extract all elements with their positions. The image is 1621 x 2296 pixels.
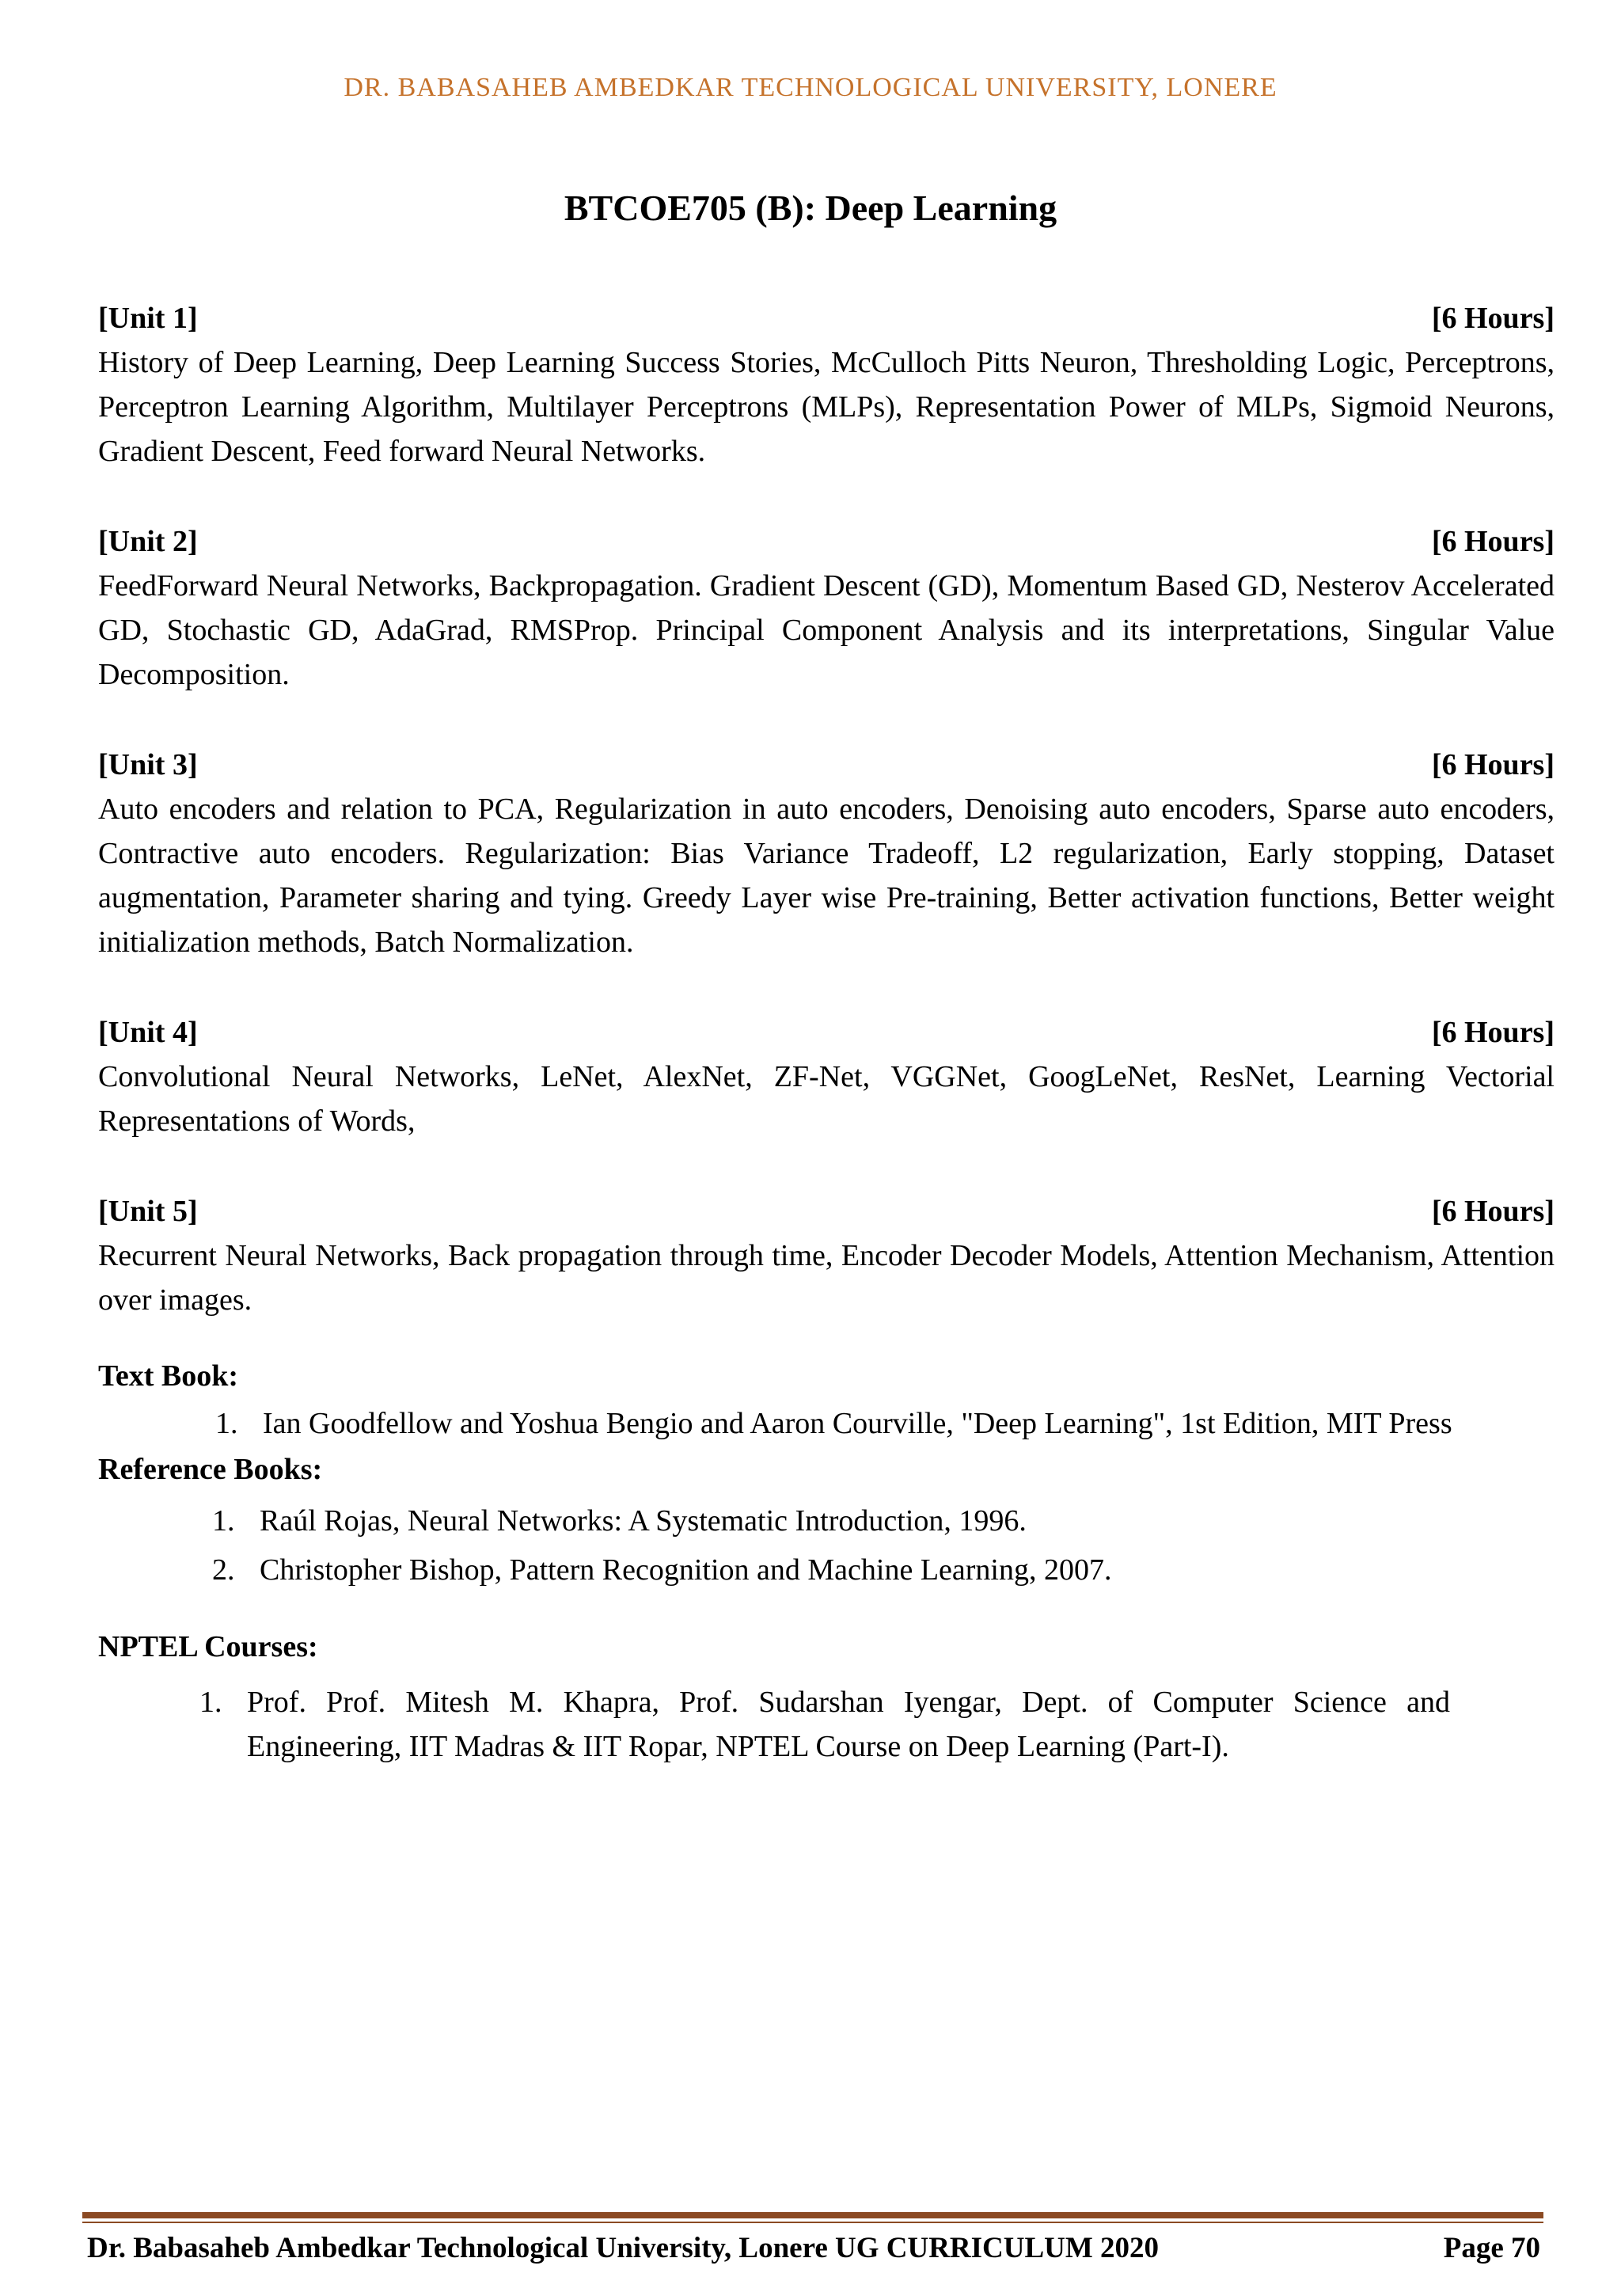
unit-content: History of Deep Learning, Deep Learning Success Stories, McCulloch Pitts Neuron, Thresholding Logic, Perceptrons, Perceptron Learning Algorithm, Multilayer Perceptrons (MLPs), Representation Power of MLPs, Sigmoid Neurons, Gradient Descent, Feed forward Neural Networks. (98, 346, 1555, 468)
unit-content: Auto encoders and relation to PCA, Regularization in auto encoders, Denoising auto encoders, Sparse auto encoders, Contractive auto encoders. Regularization: Bias Variance Tradeoff, L2 regularization, Early stopping, Dataset augmentation, Parameter sharing and tying. Greedy Layer wise Pre-training, Better activation functions, Better weight initialization methods, Batch Normalization. (98, 793, 1555, 959)
unit-section (98, 1189, 1555, 1322)
course-title: BTCOE705 (B): Deep Learning (564, 188, 1057, 228)
list-text: Christopher Bishop, Pattern Recognition and Machine Learning, 2007. (260, 1553, 1112, 1587)
list-number: 1. (212, 1504, 235, 1538)
page-number: Page 70 (1443, 2232, 1540, 2264)
unit-label: [Unit 4] (98, 1016, 198, 1049)
list-item (199, 1680, 1450, 1769)
unit-heading (98, 519, 1555, 564)
unit-section (98, 743, 1555, 964)
footer-divider (82, 2212, 1543, 2218)
unit-hours: [6 Hours] (1431, 1195, 1555, 1228)
syllabus-content (98, 296, 1555, 1769)
unit-content: Recurrent Neural Networks, Back propagation through time, Encoder Decoder Models, Attention Mechanism, Attention over images. (98, 1239, 1555, 1317)
page-footer (87, 2231, 1540, 2265)
list-text: Raúl Rojas, Neural Networks: A Systematic Introduction, 1996. (260, 1504, 1027, 1538)
unit-hours: [6 Hours] (1431, 1016, 1555, 1049)
unit-section (98, 1010, 1555, 1143)
list-item (215, 1405, 1498, 1443)
unit-content: Convolutional Neural Networks, LeNet, AlexNet, ZF-Net, VGGNet, GoogLeNet, ResNet, Learning Vectorial Representations of Words, (98, 1060, 1555, 1138)
list-number: 2. (212, 1553, 235, 1587)
unit-label: [Unit 3] (98, 748, 198, 781)
unit-hours: [6 Hours] (1431, 748, 1555, 781)
unit-label: [Unit 5] (98, 1195, 198, 1228)
nptel-heading: NPTEL Courses: (98, 1630, 318, 1663)
unit-label: [Unit 2] (98, 525, 198, 558)
unit-hours: [6 Hours] (1431, 525, 1555, 558)
list-number: 1. (199, 1686, 222, 1719)
unit-heading (98, 1010, 1555, 1055)
running-header: DR. BABASAHEB AMBEDKAR TECHNOLOGICAL UNIVERSITY, LONERE (344, 73, 1277, 102)
unit-section (98, 296, 1555, 473)
unit-heading (98, 1189, 1555, 1234)
list-number: 1. (215, 1407, 238, 1440)
unit-heading (98, 296, 1555, 340)
list-text: Ian Goodfellow and Yoshua Bengio and Aaron Courville, "Deep Learning", 1st Edition, MIT Press (263, 1407, 1452, 1440)
unit-hours: [6 Hours] (1431, 302, 1555, 335)
unit-content: FeedForward Neural Networks, Backpropagation. Gradient Descent (GD), Momentum Based GD, Nesterov Accelerated GD, Stochastic GD, AdaGrad, RMSProp. Principal Component Analysis and its interpretations, Singular Value Decomposition. (98, 569, 1555, 691)
text-book-heading: Text Book: (98, 1359, 239, 1393)
unit-label: [Unit 1] (98, 302, 198, 335)
footer-divider-thin (82, 2222, 1543, 2223)
reference-books-list (212, 1496, 1518, 1595)
list-item (212, 1545, 1518, 1595)
list-text: Prof. Prof. Mitesh M. Khapra, Prof. Sudarshan Iyengar, Dept. of Computer Science and Engineering, IIT Madras & IIT Ropar, NPTEL Course on Deep Learning (Part-I). (247, 1686, 1450, 1763)
text-book-list (215, 1405, 1498, 1443)
footer-university: Dr. Babasaheb Ambedkar Technological University, Lonere UG CURRICULUM 2020 (87, 2232, 1160, 2264)
nptel-list (199, 1680, 1450, 1769)
reference-books-heading: Reference Books: (98, 1453, 323, 1486)
unit-heading (98, 743, 1555, 787)
list-item (212, 1496, 1518, 1545)
unit-section (98, 519, 1555, 697)
